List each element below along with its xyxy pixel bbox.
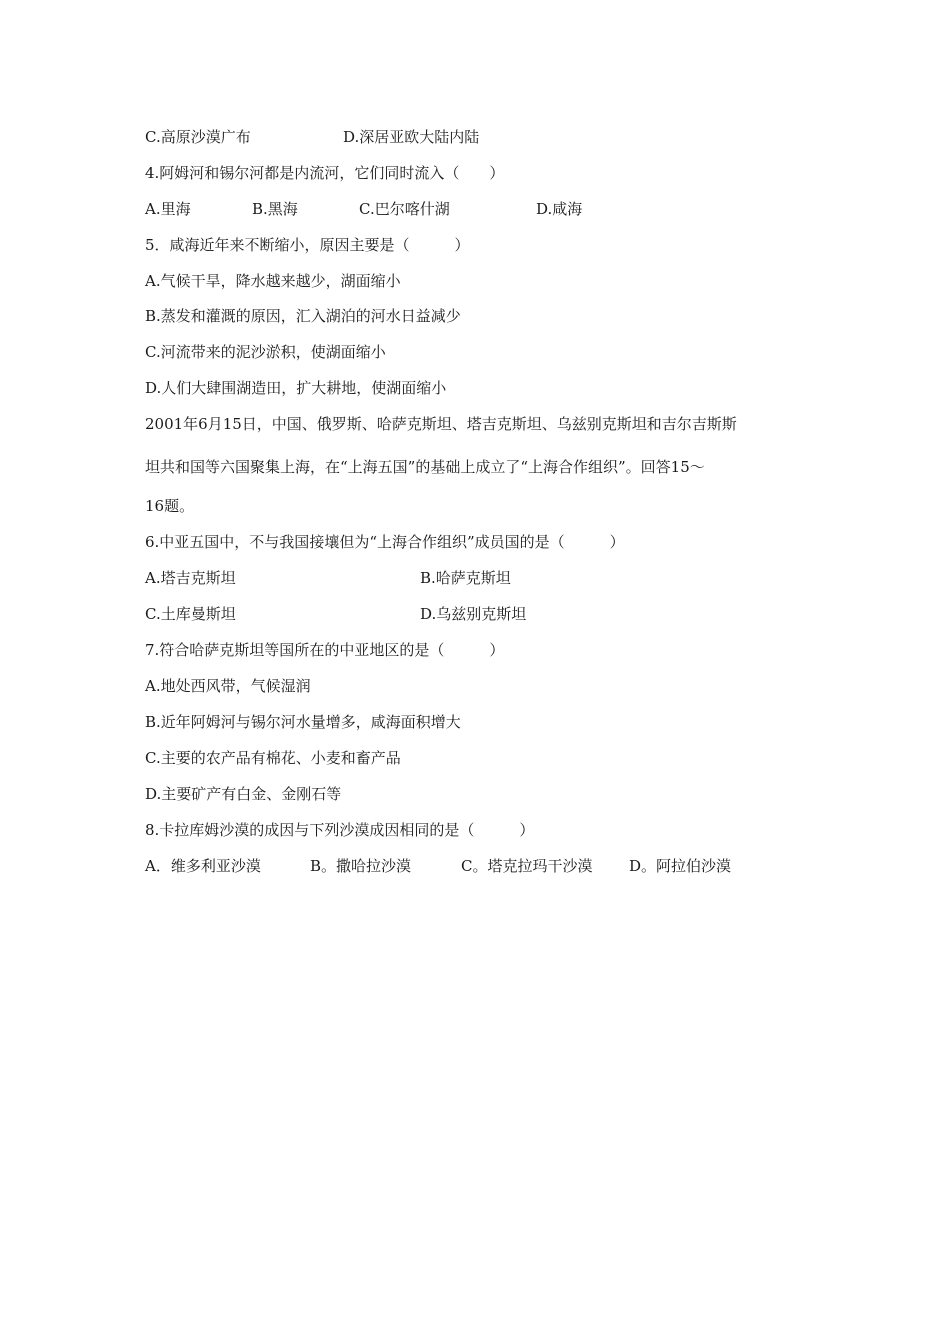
passage-line-3: 16题。 (145, 497, 195, 515)
q4-option-b: B.黑海 (252, 200, 298, 218)
q4-option-c: C.巴尔喀什湖 (359, 200, 450, 218)
q7-stem: 7.符合哈萨克斯坦等国所在的中亚地区的是（ ） (145, 641, 505, 659)
q5-stem: 5．咸海近年来不断缩小，原因主要是（ ） (145, 236, 470, 254)
q4-option-a: A.里海 (145, 200, 191, 218)
q6-stem: 6.中亚五国中，不与我国接壤但为“上海合作组织”成员国的是（ ） (145, 533, 625, 551)
q8-option-b: B。撒哈拉沙漠 (310, 857, 412, 875)
q6-option-a: A.塔吉克斯坦 (145, 569, 236, 587)
q8-stem: 8.卡拉库姆沙漠的成因与下列沙漠成因相同的是（ ） (145, 821, 535, 839)
q7-option-d: D.主要矿产有白金、金刚石等 (145, 785, 342, 803)
q5-option-d: D.人们大肆围湖造田，扩大耕地，使湖面缩小 (145, 379, 447, 397)
passage-line-2: 坦共和国等六国聚集上海，在“上海五国”的基础上成立了“上海合作组织”。回答15～ (145, 458, 705, 476)
q7-option-b: B.近年阿姆河与锡尔河水量增多，咸海面积增大 (145, 713, 461, 731)
q4-stem: 4.阿姆河和锡尔河都是内流河，它们同时流入（ ） (145, 164, 505, 182)
q5-option-b: B.蒸发和灌溉的原因，汇入湖泊的河水日益减少 (145, 307, 461, 325)
q4-option-d: D.咸海 (536, 200, 583, 218)
q3-option-c: C.高原沙漠广布 (145, 128, 251, 146)
q8-option-c: C。塔克拉玛干沙漠 (461, 857, 593, 875)
q5-option-a: A.气候干旱，降水越来越少，湖面缩小 (145, 272, 401, 290)
q7-option-c: C.主要的农产品有棉花、小麦和畜产品 (145, 749, 401, 767)
q6-option-b: B.哈萨克斯坦 (420, 569, 511, 587)
q6-option-d: D.乌兹别克斯坦 (420, 605, 527, 623)
q6-option-c: C.土库曼斯坦 (145, 605, 236, 623)
q8-option-d: D。阿拉伯沙漠 (629, 857, 732, 875)
passage-line-1: 2001年6月15日，中国、俄罗斯、哈萨克斯坦、塔吉克斯坦、乌兹别克斯坦和吉尔吉斯斯 (145, 415, 737, 433)
q7-option-a: A.地处西风带，气候湿润 (145, 677, 311, 695)
q3-option-d: D.深居亚欧大陆内陆 (343, 128, 480, 146)
q5-option-c: C.河流带来的泥沙淤积，使湖面缩小 (145, 343, 386, 361)
q8-option-a: A．维多利亚沙漠 (145, 857, 261, 875)
